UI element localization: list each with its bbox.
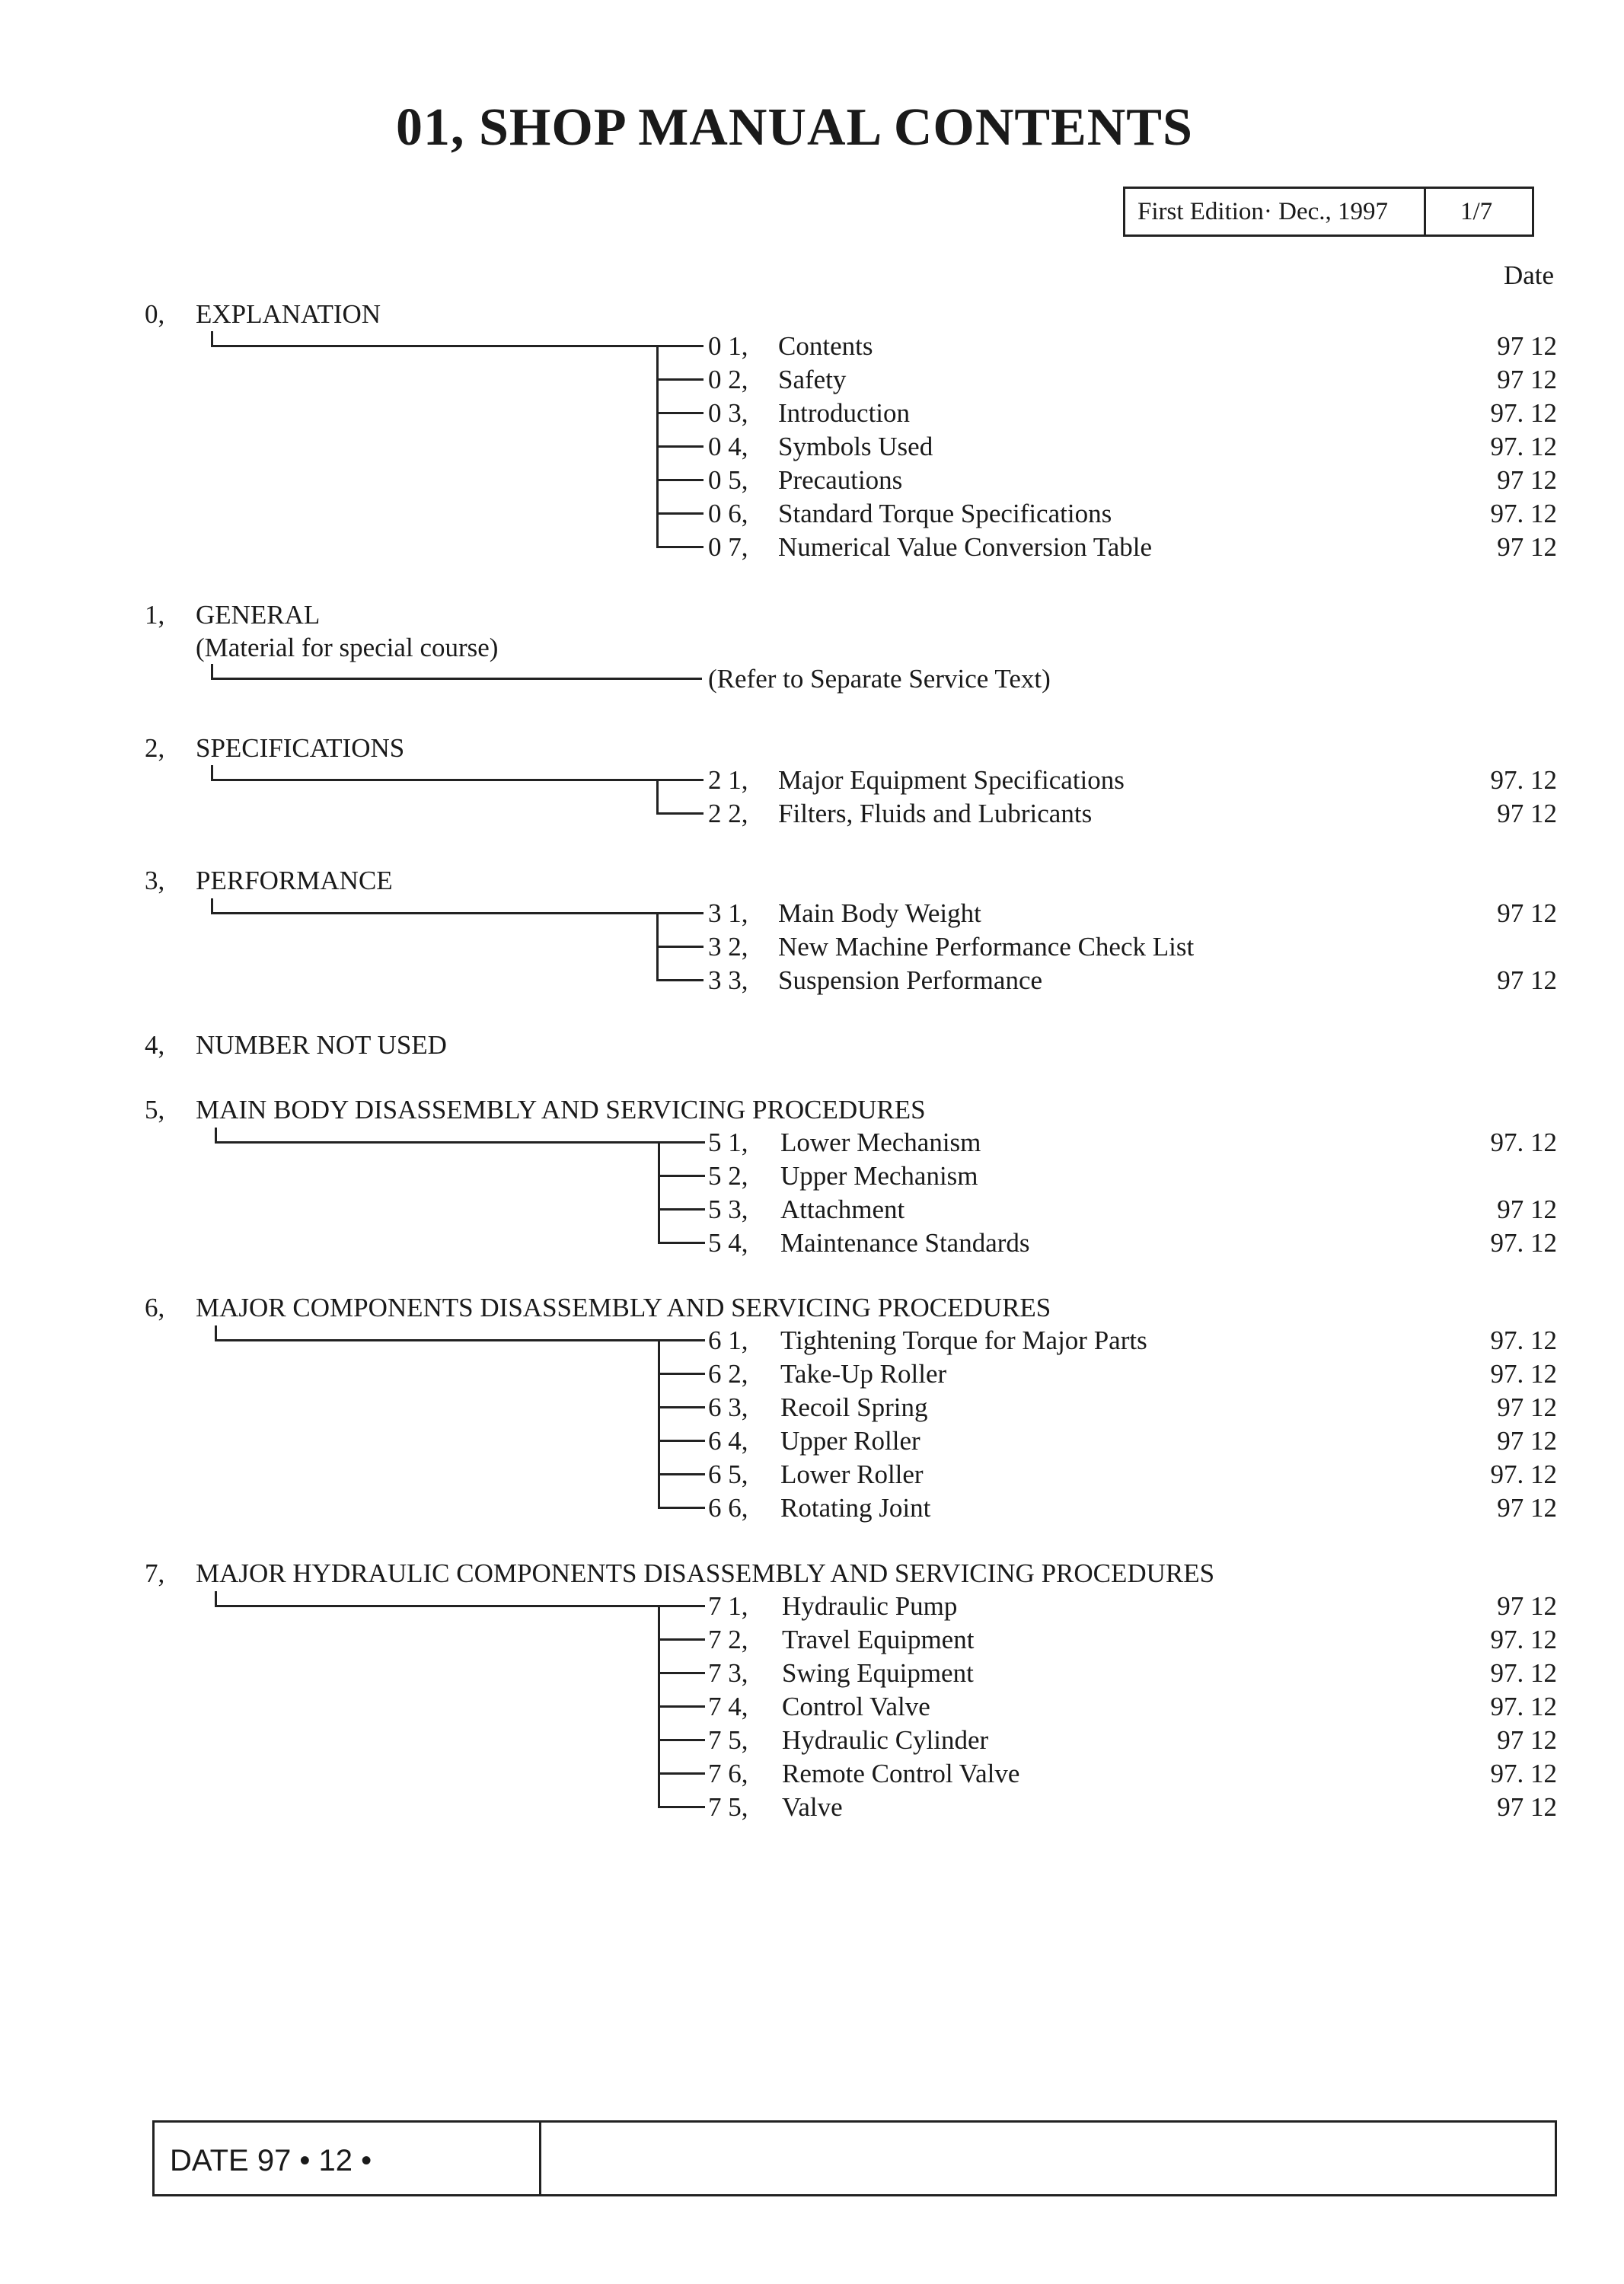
item-code: 6 3,	[708, 1392, 748, 1422]
item-code: 7 6,	[708, 1759, 748, 1788]
section-6-number: 6,	[145, 1293, 165, 1322]
tree-line	[211, 678, 702, 680]
item-code: 3 2,	[708, 932, 748, 962]
item-code: 6 2,	[708, 1359, 748, 1389]
item-label: New Machine Performance Check List	[778, 932, 1195, 962]
item-date: 97. 12	[1490, 765, 1557, 795]
tree-line	[215, 1128, 217, 1143]
item-date: 97 12	[1497, 1426, 1557, 1456]
tree-line	[215, 1325, 217, 1341]
item-date: 97 12	[1497, 1591, 1557, 1621]
item-label: Recoil Spring	[780, 1392, 928, 1422]
item-label: Major Equipment Specifications	[778, 765, 1125, 795]
item-code: 6 1,	[708, 1325, 748, 1355]
item-code: 7 2,	[708, 1625, 748, 1654]
item-code: 0 1,	[708, 331, 748, 361]
item-label: Filters, Fluids and Lubricants	[778, 799, 1093, 828]
item-code: 5 2,	[708, 1161, 748, 1191]
item-date: 97. 12	[1490, 1228, 1557, 1258]
tree-line	[658, 1339, 660, 1508]
section-7-number: 7,	[145, 1558, 165, 1588]
item-date: 97. 12	[1490, 1692, 1557, 1721]
item-label: Valve	[782, 1792, 843, 1822]
tree-line	[211, 765, 213, 780]
tree-branch	[658, 1605, 705, 1607]
item-date: 97. 12	[1490, 1625, 1557, 1654]
item-date: 97. 12	[1490, 1759, 1557, 1788]
tree-branch	[658, 1339, 705, 1341]
section-1-title: GENERAL	[196, 600, 321, 630]
item-date: 97 12	[1497, 1493, 1557, 1523]
tree-branch	[656, 946, 704, 948]
edition-box	[1123, 187, 1534, 237]
item-code: 0 3,	[708, 398, 748, 428]
item-label: Introduction	[778, 398, 911, 428]
tree-branch	[656, 345, 704, 347]
tree-branch	[658, 1373, 705, 1375]
item-label: Take-Up Roller	[780, 1359, 947, 1389]
section-0-title: EXPLANATION	[196, 299, 381, 329]
item-date: 97. 12	[1490, 1359, 1557, 1389]
section-7-title: MAJOR HYDRAULIC COMPONENTS DISASSEMBLY AND SERVICING PROCEDURES	[196, 1558, 1215, 1588]
section-2-number: 2,	[145, 733, 165, 763]
item-code: 0 2,	[708, 365, 748, 394]
section-5-number: 5,	[145, 1095, 165, 1124]
tree-line	[211, 912, 656, 914]
section-4-title: NUMBER NOT USED	[196, 1030, 447, 1060]
tree-branch	[658, 1806, 705, 1808]
item-code: 7 4,	[708, 1692, 748, 1721]
item-code: 7 3,	[708, 1658, 748, 1688]
item-code: 3 1,	[708, 898, 748, 928]
item-date: 97 12	[1497, 1792, 1557, 1822]
item-date: 97. 12	[1490, 499, 1557, 528]
section-1-note: (Refer to Separate Service Text)	[708, 664, 1051, 694]
tree-branch	[658, 1141, 705, 1144]
tree-branch	[658, 1406, 705, 1408]
section-2-title: SPECIFICATIONS	[196, 733, 405, 763]
item-code: 6 4,	[708, 1426, 748, 1456]
section-4-number: 4,	[145, 1030, 165, 1060]
tree-branch	[656, 412, 704, 414]
tree-branch	[656, 378, 704, 381]
date-column-header: Date	[1504, 260, 1555, 290]
tree-branch	[656, 546, 704, 548]
item-code: 6 6,	[708, 1493, 748, 1523]
tree-branch	[658, 1507, 705, 1509]
item-label: Hydraulic Cylinder	[782, 1725, 989, 1755]
item-date: 97 12	[1497, 799, 1557, 828]
item-code: 6 5,	[708, 1459, 748, 1489]
tree-line	[656, 779, 659, 814]
tree-branch	[656, 445, 704, 448]
tree-branch	[656, 979, 704, 981]
item-code: 5 1,	[708, 1128, 748, 1157]
item-code: 0 6,	[708, 499, 748, 528]
item-code: 0 7,	[708, 532, 748, 562]
item-date: 97 12	[1497, 365, 1557, 394]
item-label: Contents	[778, 331, 873, 361]
item-label: Maintenance Standards	[780, 1228, 1030, 1258]
item-label: Upper Mechanism	[780, 1161, 978, 1191]
item-date: 97 12	[1497, 465, 1557, 495]
item-label: Attachment	[780, 1195, 905, 1224]
tree-branch	[658, 1672, 705, 1674]
item-label: Travel Equipment	[782, 1625, 975, 1654]
tree-branch	[658, 1705, 705, 1708]
tree-branch	[658, 1440, 705, 1442]
tree-line	[215, 1141, 658, 1144]
item-code: 0 5,	[708, 465, 748, 495]
item-label: Swing Equipment	[782, 1658, 974, 1688]
section-0-number: 0,	[145, 299, 165, 329]
tree-line	[211, 331, 213, 346]
item-label: Symbols Used	[778, 432, 933, 461]
item-code: 5 3,	[708, 1195, 748, 1224]
item-date: 97 12	[1497, 1195, 1557, 1224]
page-title: 01, SHOP MANUAL CONTENTS	[396, 98, 1193, 157]
edition-divider	[1424, 189, 1426, 234]
tree-branch	[658, 1739, 705, 1741]
tree-branch	[658, 1638, 705, 1641]
item-label: Tightening Torque for Major Parts	[780, 1325, 1147, 1355]
footer-divider	[539, 2123, 541, 2194]
tree-branch	[658, 1473, 705, 1475]
item-date: 97 12	[1497, 1725, 1557, 1755]
item-date: 97. 12	[1490, 1128, 1557, 1157]
section-3-number: 3,	[145, 866, 165, 895]
item-label: Safety	[778, 365, 847, 394]
tree-line	[215, 1339, 658, 1341]
item-date: 97 12	[1497, 1392, 1557, 1422]
tree-line	[211, 779, 656, 781]
edition-label: First Edition· Dec., 1997	[1137, 198, 1389, 225]
item-date: 97. 12	[1490, 398, 1557, 428]
item-code: 7 5,	[708, 1725, 748, 1755]
item-label: Standard Torque Specifications	[778, 499, 1112, 528]
item-code: 2 1,	[708, 765, 748, 795]
item-code: 0 4,	[708, 432, 748, 461]
section-1-subtitle: (Material for special course)	[196, 633, 499, 662]
item-label: Upper Roller	[780, 1426, 920, 1456]
section-5-title: MAIN BODY DISASSEMBLY AND SERVICING PROCEDURES	[196, 1095, 926, 1124]
tree-branch	[658, 1175, 705, 1177]
item-code: 7 1,	[708, 1591, 748, 1621]
section-3-title: PERFORMANCE	[196, 866, 393, 895]
tree-branch	[658, 1242, 705, 1244]
item-code: 5 4,	[708, 1228, 748, 1258]
item-label: Precautions	[778, 465, 903, 495]
item-label: Hydraulic Pump	[782, 1591, 958, 1621]
section-1-number: 1,	[145, 600, 165, 630]
footer-date-box	[152, 2120, 1557, 2196]
item-date: 97. 12	[1490, 1459, 1557, 1489]
item-label: Numerical Value Conversion Table	[778, 532, 1152, 562]
item-label: Rotating Joint	[780, 1493, 931, 1523]
item-label: Remote Control Valve	[782, 1759, 1020, 1788]
item-date: 97. 12	[1490, 1325, 1557, 1355]
tree-line	[215, 1591, 217, 1606]
item-date: 97. 12	[1490, 432, 1557, 461]
item-code: 3 3,	[708, 965, 748, 995]
item-label: Lower Mechanism	[780, 1128, 981, 1157]
item-label: Suspension Performance	[778, 965, 1043, 995]
item-date: 97 12	[1497, 331, 1557, 361]
tree-line	[211, 345, 656, 347]
tree-branch	[656, 812, 704, 815]
item-label: Control Valve	[782, 1692, 930, 1721]
tree-line	[658, 1141, 660, 1243]
item-label: Lower Roller	[780, 1459, 924, 1489]
footer-date-label: DATE 97 • 12 •	[170, 2144, 372, 2177]
item-code: 7 5,	[708, 1792, 748, 1822]
tree-line	[215, 1605, 658, 1607]
tree-branch	[656, 779, 704, 781]
tree-line	[211, 898, 213, 914]
item-date: 97 12	[1497, 532, 1557, 562]
page-number: 1/7	[1460, 198, 1493, 225]
item-label: Main Body Weight	[778, 898, 981, 928]
tree-branch	[656, 512, 704, 515]
item-code: 2 2,	[708, 799, 748, 828]
tree-branch	[658, 1772, 705, 1775]
tree-branch	[656, 912, 704, 914]
section-6-title: MAJOR COMPONENTS DISASSEMBLY AND SERVICING PROCEDURES	[196, 1293, 1051, 1322]
tree-line	[211, 664, 213, 679]
item-date: 97 12	[1497, 965, 1557, 995]
item-date: 97 12	[1497, 898, 1557, 928]
item-date: 97. 12	[1490, 1658, 1557, 1688]
tree-branch	[656, 479, 704, 481]
tree-branch	[658, 1208, 705, 1211]
